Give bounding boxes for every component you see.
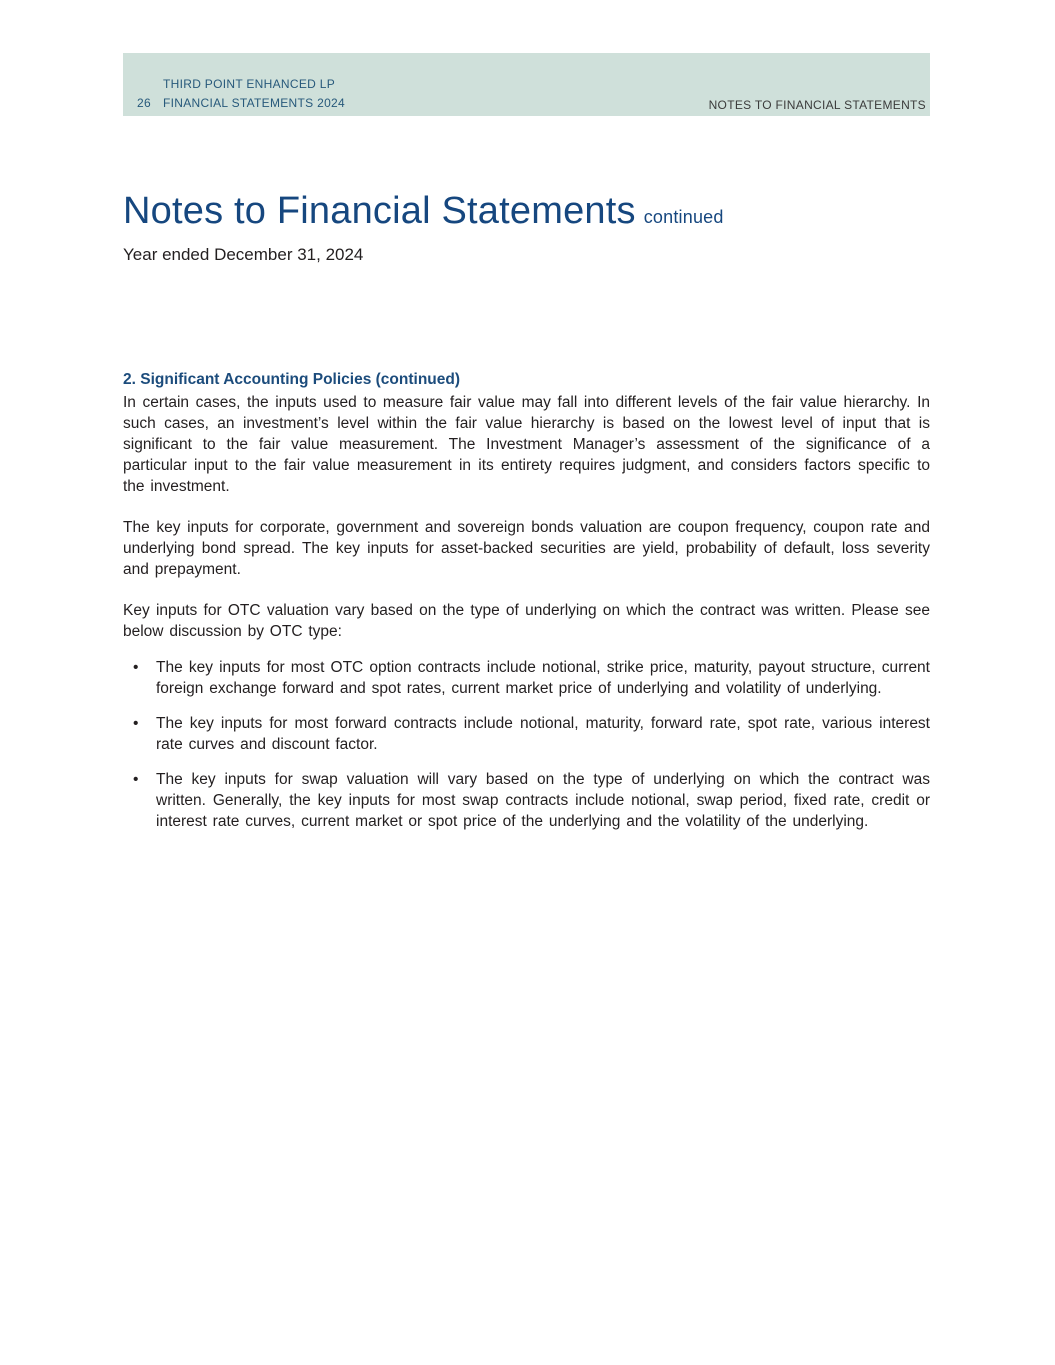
header-section-label: NOTES TO FINANCIAL STATEMENTS <box>708 98 926 112</box>
paragraph-fair-value: In certain cases, the inputs used to measure fair value may fall into different levels of the fair value hierarchy. In such cases, an investment’s level within the fair value hierarchy is based on the lowest level of input that is significant to the fair value measurement. The Investment Manager’s assessment of the significance of a particular input to the fair value measurement in its entirety requires judgment, and considers factors specific to the investment. <box>123 394 930 495</box>
company-name: THIRD POINT ENHANCED LP <box>163 77 336 91</box>
bullet-icon: • <box>133 715 139 732</box>
statements-label: FINANCIAL STATEMENTS 2024 <box>163 96 345 110</box>
list-item-text: The key inputs for most OTC option contracts include notional, strike price, maturity, payout structure, current foreign exchange forward and spot rates, current market price of underlying and volatility of underlying. <box>156 659 930 697</box>
bullet-list <box>123 657 930 832</box>
page-subtitle: Year ended December 31, 2024 <box>123 245 364 264</box>
page-title-suffix: continued <box>643 207 724 227</box>
list-item-text: The key inputs for swap valuation will vary based on the type of underlying on which the contract was written. Generally, the key inputs for most swap contracts include notional, swap period, fixed rate, credit or interest rate curves, current market or spot price of the underlying and the volatility of the underlying. <box>156 771 930 830</box>
page-number: 26 <box>137 96 151 110</box>
list-item-text: The key inputs for most forward contracts include notional, maturity, forward rate, spot rate, various interest rate curves and discount factor. <box>156 715 930 753</box>
list-item-forwards <box>123 713 930 755</box>
page-title <box>123 188 930 240</box>
list-item-otc-options <box>123 657 930 699</box>
section-heading: 2. Significant Accounting Policies (continued) <box>123 371 461 388</box>
bullet-icon: • <box>133 659 139 676</box>
content-body <box>123 370 930 846</box>
page-header-banner <box>123 53 930 116</box>
title-block <box>123 188 930 265</box>
paragraph-bond-inputs: The key inputs for corporate, government and sovereign bonds valuation are coupon frequency, coupon rate and underlying bond spread. The key inputs for asset-backed securities are yield, probability of default, loss severity and prepayment. <box>123 519 930 578</box>
bullet-icon: • <box>133 771 139 788</box>
list-item-swaps <box>123 769 930 832</box>
header-left-line2 <box>137 94 345 113</box>
paragraph-otc-intro: Key inputs for OTC valuation vary based on the type of underlying on which the contract was written. Please see below discussion by OTC type: <box>123 602 930 640</box>
page-title-main: Notes to Financial Statements <box>123 190 636 232</box>
header-left <box>123 75 345 113</box>
